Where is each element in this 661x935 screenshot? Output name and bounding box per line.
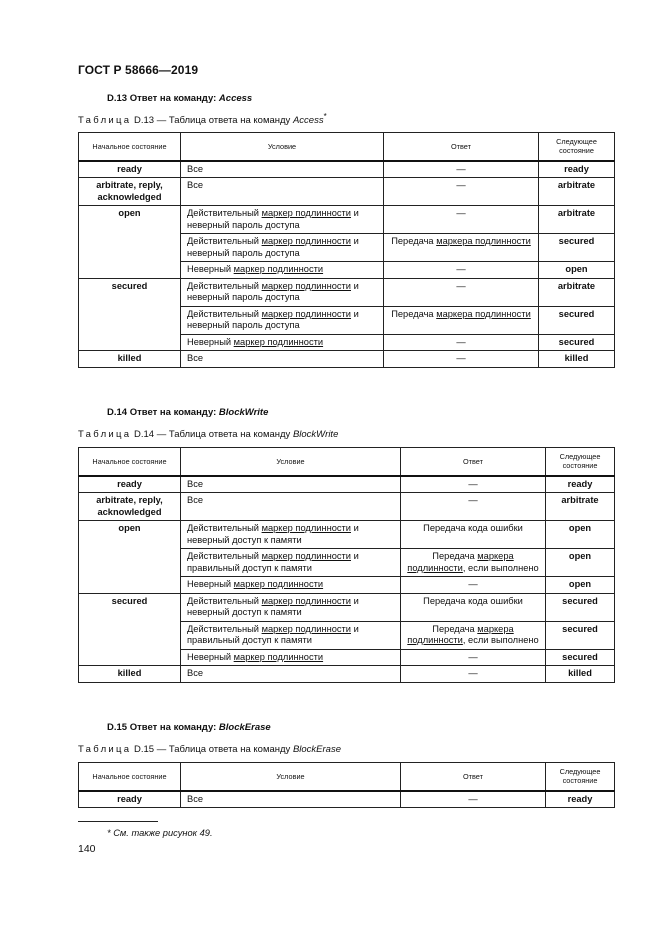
initial-state-cell: secured [79, 278, 181, 351]
table-row [79, 521, 615, 549]
next-state-cell: killed [546, 666, 615, 683]
response-cell: — [401, 791, 546, 808]
condition-cell: Все [181, 476, 401, 493]
condition-cell: Действительный маркер подлинности и неверный пароль доступа [181, 206, 384, 234]
response-cell: Передача маркера подлинности [384, 306, 539, 334]
condition-cell: Действительный маркер подлинности и неверный доступ к памяти [181, 521, 401, 549]
col-header-response: Ответ [401, 448, 546, 476]
section-title-d13: D.13 Ответ на команду: Access [107, 93, 253, 104]
condition-cell: Действительный маркер подлинности и неверный пароль доступа [181, 306, 384, 334]
underlined-term: маркера подлинности [436, 308, 531, 319]
table-row [79, 351, 615, 368]
next-state-cell: secured [539, 334, 615, 351]
response-cell: Передача маркера подлинности, если выполнено [401, 549, 546, 577]
next-state-cell: secured [546, 593, 615, 621]
condition-cell: Действительный маркер подлинности и правильный доступ к памяти [181, 549, 401, 577]
next-state-cell: secured [546, 649, 615, 666]
response-cell: — [384, 351, 539, 368]
next-state-cell: ready [546, 791, 615, 808]
underlined-term: маркер подлинности [261, 623, 351, 634]
next-state-cell: open [539, 262, 615, 279]
condition-cell: Все [181, 493, 401, 521]
col-header-condition: Условие [181, 133, 384, 161]
next-state-cell: ready [546, 476, 615, 493]
command-name: BlockErase [218, 722, 271, 733]
next-state-cell: killed [539, 351, 615, 368]
response-cell: Передача маркера подлинности [384, 234, 539, 262]
table-row [79, 593, 615, 621]
table-row [79, 666, 615, 683]
underlined-term: маркер подлинности [233, 651, 324, 662]
section-title-d14: D.14 Ответ на команду: BlockWrite [107, 407, 269, 418]
response-cell: — [401, 577, 546, 594]
table-row [79, 206, 615, 234]
response-cell: — [384, 278, 539, 306]
underlined-term: маркер подлинности [261, 208, 351, 218]
response-cell: Передача кода ошибки [401, 593, 546, 621]
condition-cell: Все [181, 666, 401, 683]
condition-cell: Все [181, 791, 401, 808]
table-row [79, 791, 615, 808]
next-state-cell: open [546, 521, 615, 549]
response-cell: — [384, 334, 539, 351]
col-header-initial-state: Начальное состояние [79, 133, 181, 161]
underlined-term: маркер подлинности [261, 280, 351, 291]
response-cell: Передача кода ошибки [401, 521, 546, 549]
initial-state-cell: open [79, 521, 181, 594]
col-header-next-state: Следующее состояние [546, 763, 615, 791]
condition-cell: Все [181, 161, 384, 178]
response-cell: — [401, 476, 546, 493]
page-number: 140 [78, 843, 96, 855]
underlined-term: маркер подлинности [233, 336, 324, 347]
table-caption-d15: Таблица D.15 — Таблица ответа на команду BlockErase [78, 744, 342, 756]
condition-cell: Неверный маркер подлинности [181, 577, 401, 594]
next-state-cell: open [546, 549, 615, 577]
response-cell: — [384, 206, 539, 234]
initial-state-cell: ready [79, 476, 181, 493]
col-header-initial-state: Начальное состояние [79, 763, 181, 791]
underlined-term: маркер подлинности [261, 236, 351, 246]
underlined-term: маркера подлинности [436, 236, 531, 246]
table-row [79, 278, 615, 306]
condition-cell: Неверный маркер подлинности [181, 649, 401, 666]
underlined-term: маркер подлинности [261, 523, 351, 533]
document-header: ГОСТ Р 58666—2019 [78, 63, 199, 77]
initial-state-cell: killed [79, 666, 181, 683]
command-name: Access [218, 93, 253, 104]
initial-state-cell: ready [79, 161, 181, 178]
initial-state-cell: arbitrate, reply, acknowledged [79, 493, 181, 521]
next-state-cell: ready [539, 161, 615, 178]
next-state-cell: arbitrate [539, 278, 615, 306]
table-row [79, 493, 615, 521]
initial-state-cell: secured [79, 593, 181, 666]
next-state-cell: arbitrate [539, 178, 615, 206]
footnote: * См. также рисунок 49. [107, 828, 213, 838]
col-header-next-state: Следующее состояние [546, 448, 615, 476]
initial-state-cell: killed [79, 351, 181, 368]
underlined-term: маркера подлинности [407, 551, 514, 573]
condition-cell: Действительный маркер подлинности и неверный пароль доступа [181, 278, 384, 306]
col-header-response: Ответ [384, 133, 539, 161]
response-cell: — [384, 178, 539, 206]
section-title-d15: D.15 Ответ на команду: BlockErase [107, 722, 271, 733]
next-state-cell: secured [546, 621, 615, 649]
condition-cell: Действительный маркер подлинности и неверный пароль доступа [181, 234, 384, 262]
col-header-initial-state: Начальное состояние [79, 448, 181, 476]
response-table-d14 [78, 447, 615, 683]
col-header-condition: Условие [181, 763, 401, 791]
response-cell: — [384, 161, 539, 178]
next-state-cell: secured [539, 234, 615, 262]
table-row [79, 161, 615, 178]
condition-cell: Действительный маркер подлинности и неверный доступ к памяти [181, 593, 401, 621]
response-table-d13 [78, 132, 615, 368]
underlined-term: маркер подлинности [261, 595, 351, 606]
initial-state-cell: ready [79, 791, 181, 808]
response-cell: — [401, 649, 546, 666]
next-state-cell: arbitrate [539, 206, 615, 234]
col-header-condition: Условие [181, 448, 401, 476]
command-name: BlockWrite [218, 407, 269, 418]
col-header-response: Ответ [401, 763, 546, 791]
next-state-cell: secured [539, 306, 615, 334]
response-table-d15 [78, 762, 615, 808]
condition-cell: Неверный маркер подлинности [181, 334, 384, 351]
response-cell: — [384, 262, 539, 279]
condition-cell: Все [181, 351, 384, 368]
next-state-cell: open [546, 577, 615, 594]
underlined-term: маркер подлинности [261, 551, 351, 561]
table-caption-d13: Таблица D.13 — Таблица ответа на команду Access* [78, 112, 327, 127]
response-cell: — [401, 666, 546, 683]
table-row [79, 476, 615, 493]
next-state-cell: arbitrate [546, 493, 615, 521]
response-cell: Передача маркера подлинности, если выполнено [401, 621, 546, 649]
condition-cell: Действительный маркер подлинности и правильный доступ к памяти [181, 621, 401, 649]
underlined-term: маркер подлинности [233, 264, 324, 274]
condition-cell: Все [181, 178, 384, 206]
table-caption-d14: Таблица D.14 — Таблица ответа на команду BlockWrite [78, 429, 339, 441]
footnote-divider [78, 821, 158, 822]
initial-state-cell: open [79, 206, 181, 279]
underlined-term: маркер подлинности [233, 579, 324, 589]
condition-cell: Неверный маркер подлинности [181, 262, 384, 279]
underlined-term: маркера подлинности [407, 623, 514, 645]
col-header-next-state: Следующее состояние [539, 133, 615, 161]
underlined-term: маркер подлинности [261, 308, 351, 319]
initial-state-cell: arbitrate, reply, acknowledged [79, 178, 181, 206]
table-row [79, 178, 615, 206]
response-cell: — [401, 493, 546, 521]
